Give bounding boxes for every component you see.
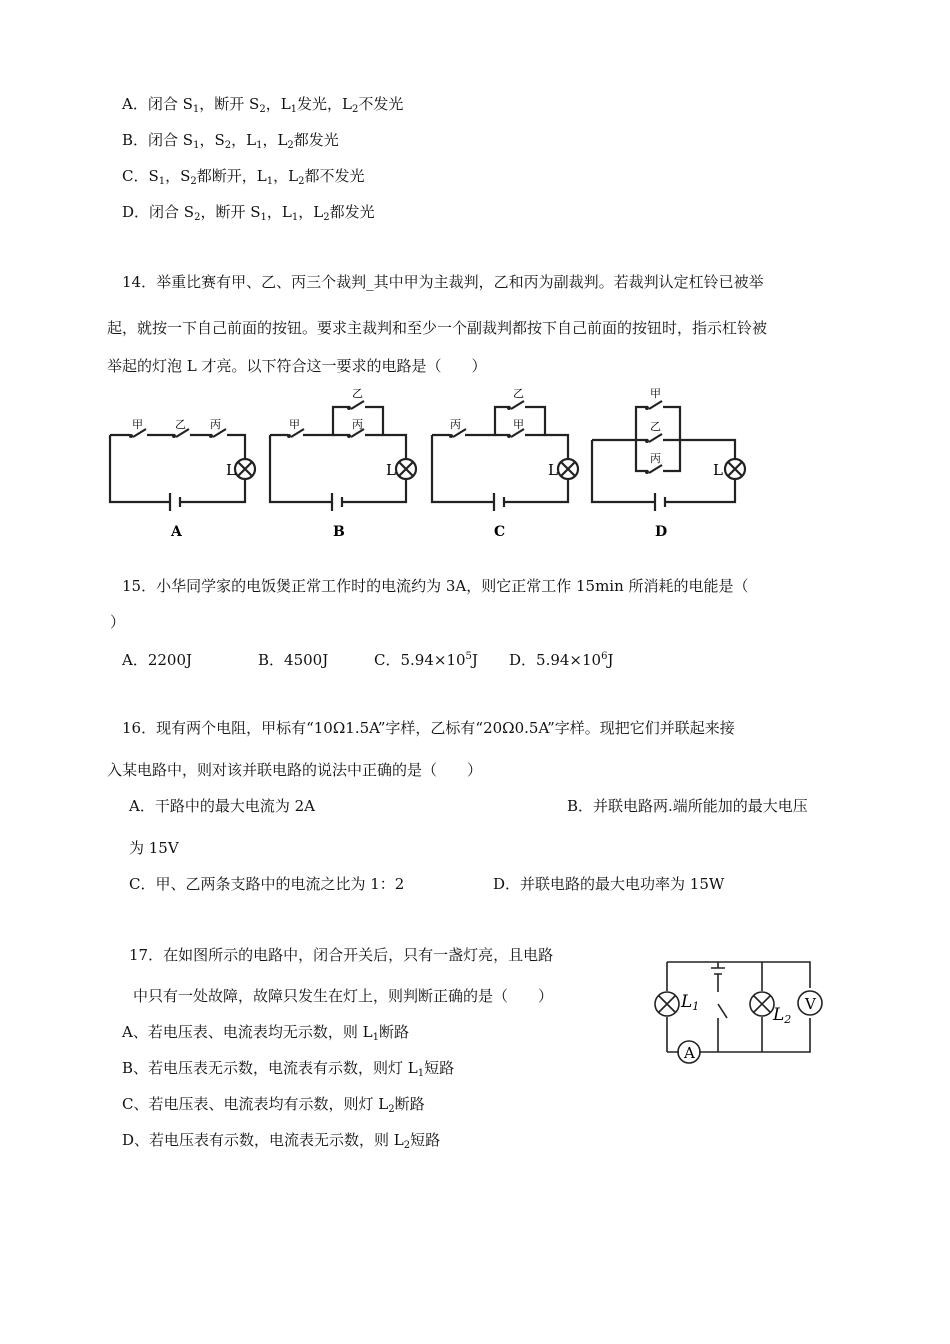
caption-c: C: [494, 524, 506, 540]
switch-jia-label-d: 甲: [650, 387, 661, 400]
circuit-d: [592, 387, 745, 540]
q13-option-b: B．闭合 $S_1$，$S_2$，$L_1$，$L_2$都发光: [122, 131, 339, 151]
lamp-label-c: L: [548, 461, 558, 479]
switch-yi-label-d: 乙: [650, 420, 661, 433]
q17-option-d: D、若电压表有示数，电流表无示数，则 $L_2$短路: [122, 1131, 441, 1151]
switch-jia-label-c: 甲: [513, 418, 524, 431]
lamp-label-d: L: [713, 461, 723, 479]
switch-bing-label-b: 丙: [352, 418, 363, 431]
switch-jia-label-b: 甲: [289, 418, 300, 431]
q13-option-d: D．闭合 $S_2$，断开 $S_1$，$L_1$，$L_2$都发光: [122, 203, 375, 223]
switch-yi-label-c: 乙: [513, 387, 524, 400]
switch-bing-label-d: 丙: [650, 452, 661, 465]
lamp-label-a: L: [226, 461, 236, 479]
q16-stem-line1: 16．现有两个电阻，甲标有“10Ω1.5A”字样，乙标有“20Ω0.5A”字样。现把它们并联起来接: [122, 719, 735, 737]
q15-option-a: A．2200J: [122, 651, 193, 669]
q16-option-b-line1: B．并联电路两.端所能加的最大电压: [567, 797, 808, 815]
q15-stem-line1: 15．小华同学家的电饭煲正常工作时的电流约为 3A，则它正常工作 15min 所消耗的电能是（: [122, 577, 749, 595]
lamp-label-b: L: [386, 461, 396, 479]
switch-jia-label-a: 甲: [132, 418, 143, 431]
q16-option-b-line2: 为 15V: [129, 839, 179, 857]
switch-yi-label-b: 乙: [352, 387, 363, 400]
q15-stem-line2: ）: [110, 613, 126, 631]
circuit-c: [432, 387, 578, 540]
q16-stem-line2: 入某电路中，则对该并联电路的说法中正确的是（ ）: [107, 761, 483, 779]
q17-stem-line1: 17．在如图所示的电路中，闭合开关后，只有一盏灯亮，且电路: [129, 946, 554, 964]
q17-option-c: C、若电压表、电流表均有示数，则灯 $L_2$断路: [122, 1095, 425, 1115]
ammeter-label: A: [684, 1044, 695, 1062]
circuit-b: [270, 387, 416, 540]
switch-yi-label-a: 乙: [175, 418, 186, 431]
q13-option-c: C．$S_1$，$S_2$都断开，$L_1$，$L_2$都不发光: [122, 167, 365, 187]
q14-stem-line2: 起，就按一下自己前面的按钮。要求主裁判和至少一个副裁判都按下自己前面的按钮时，指示杠铃被: [107, 319, 768, 337]
q15-option-d: D．$5.94\times 10^6J$: [509, 651, 614, 669]
q17-stem-line2: 中只有一处故障，故障只发生在灯上，则判断正确的是（ ）: [133, 987, 554, 1005]
circuit-a: [110, 418, 255, 540]
q16-option-a: A．干路中的最大电流为 2A: [129, 797, 315, 815]
q17-circuit-figure: [648, 954, 838, 1069]
q13-option-a: A．闭合 $S_1$，断开 $S_2$，$L_1$发光，$L_2$不发光: [122, 95, 404, 115]
lamp-l1-label: L1: [681, 992, 700, 1013]
q14-stem-line1: 14．举重比赛有甲、乙、丙三个裁判_其中甲为主裁判，乙和丙为副裁判。若裁判认定杠铃已被举: [122, 273, 764, 291]
q16-option-c: C．甲、乙两条支路中的电流之比为 1：2: [129, 875, 405, 893]
q17-option-a: A、若电压表、电流表均无示数，则 $L_1$断路: [122, 1023, 409, 1043]
lamp-l2-label: L2: [773, 1005, 792, 1026]
q14-stem-line3: 举起的灯泡 L 才亮。以下符合这一要求的电路是（ ）: [107, 357, 487, 375]
switch-bing-label-c: 丙: [450, 418, 461, 431]
caption-d: D: [655, 524, 668, 540]
q17-option-b: B、若电压表无示数，电流表有示数，则灯 $L_1$短路: [122, 1059, 455, 1079]
q14-circuit-figure: [0, 380, 950, 550]
caption-a: A: [171, 524, 182, 540]
switch-bing-label-a: 丙: [210, 418, 221, 431]
caption-b: B: [333, 524, 345, 540]
voltmeter-label: V: [805, 995, 816, 1013]
q16-option-d: D．并联电路的最大电功率为 15W: [493, 875, 725, 893]
q15-option-c: C．$5.94\times 10^5J$: [374, 651, 478, 669]
q15-option-b: B．4500J: [258, 651, 329, 669]
